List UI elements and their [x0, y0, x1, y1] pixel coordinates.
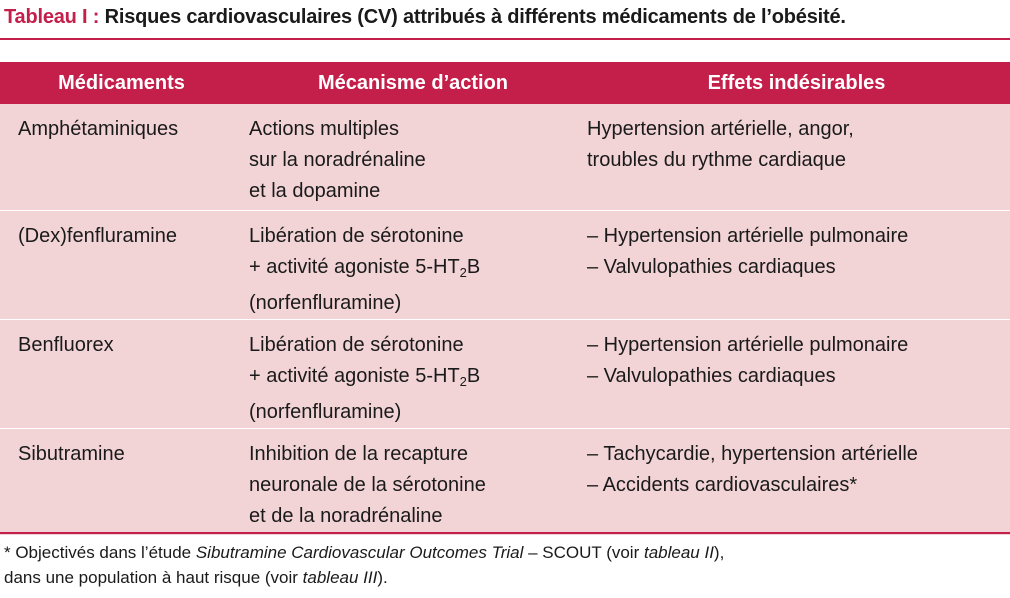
header-drugs: Médicaments [58, 71, 185, 94]
table-footnote [4, 540, 724, 590]
table-row [0, 320, 1010, 429]
mechanism-line: + activité agoniste $5-HT_2B$ [249, 255, 481, 280]
table-row [0, 211, 1010, 320]
drug-name: (Dex)fenfluramine [18, 224, 177, 247]
effects-cell [583, 429, 1010, 535]
caption-label: Tableau I : [4, 6, 100, 28]
caption-title: Risques cardiovasculaires (CV) attribués à différents médicaments de l’obésité. [104, 6, 846, 28]
footnote-line-1: * Objectivés dans l’étude Sibutramine Cardiovascular Outcomes Trial – SCOUT (voir tableau II), [4, 543, 725, 562]
drugs-table [0, 62, 1010, 535]
mechanism-line: Libération de sérotonine [249, 224, 464, 247]
mechanism-line: Actions multiples [249, 118, 400, 140]
effects-cell [583, 104, 1010, 210]
table-bottom-divider [0, 532, 1010, 534]
mechanism-line: et la dopamine [249, 180, 381, 202]
mechanism-cell [243, 320, 583, 429]
mechanism-cell [243, 104, 583, 210]
mechanism-line: (norfenfluramine) [249, 400, 402, 423]
footnote-line-2: dans une population à haut risque (voir tableau III). [4, 568, 388, 587]
effect-line: – Tachycardie, hypertension artérielle [587, 442, 918, 465]
caption-divider [0, 38, 1010, 40]
header-effects: Effets indésirables [707, 71, 886, 94]
effects-cell [583, 211, 1010, 320]
effect-line: – Valvulopathies cardiaques [587, 364, 836, 387]
effect-line: troubles du rythme cardiaque [587, 149, 847, 171]
table-row [0, 104, 1010, 210]
drug-name: Amphétaminiques [18, 118, 179, 140]
effect-line: – Accidents cardiovasculaires* [587, 473, 858, 496]
drug-name: Sibutramine [18, 442, 125, 465]
table-caption [4, 6, 846, 29]
mechanism-line: neuronale de la sérotonine [249, 473, 486, 496]
mechanism-cell [243, 429, 583, 535]
mechanism-line: (norfenfluramine) [249, 291, 402, 314]
mechanism-line: sur la noradrénaline [249, 149, 426, 171]
table-row [0, 429, 1010, 535]
mechanism-cell [243, 211, 583, 320]
header-mechanism: Mécanisme d’action [317, 71, 509, 94]
effects-cell [583, 320, 1010, 429]
mechanism-line: Inhibition de la recapture [249, 442, 469, 465]
effect-line: Hypertension artérielle, angor, [587, 118, 854, 140]
table-header-row [0, 62, 1010, 104]
mechanism-line: Libération de sérotonine [249, 333, 464, 356]
effect-line: – Hypertension artérielle pulmonaire [587, 333, 909, 356]
effect-line: – Valvulopathies cardiaques [587, 255, 836, 278]
effect-line: – Hypertension artérielle pulmonaire [587, 224, 909, 247]
mechanism-line: et de la noradrénaline [249, 504, 443, 527]
drug-name: Benfluorex [18, 333, 114, 356]
mechanism-line: + activité agoniste $5-HT_2B$ [249, 364, 481, 389]
